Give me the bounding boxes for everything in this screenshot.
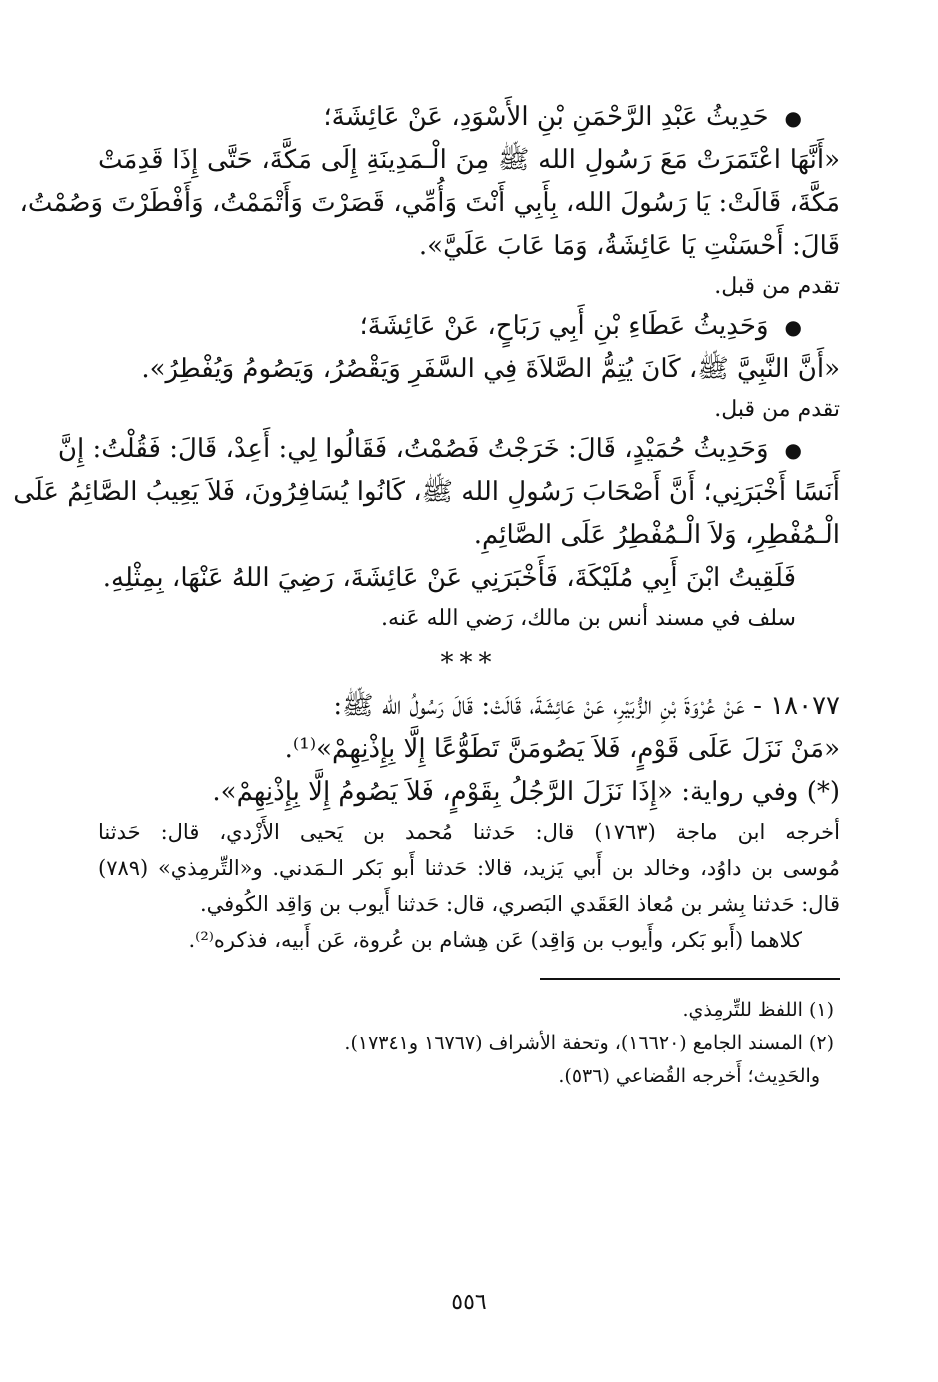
hadith-text-line: «أَنَّ النَّبِيَّ ﷺ، كَانَ يُتِمُّ الصَّلاَةَ فِي السَّفَرِ وَيَقْصُرُ، وَيَصُومُ وَيُفْطِرُ». bbox=[141, 354, 840, 384]
hadith-text-line: «مَنْ نَزَلَ عَلَى قَوْمٍ، فَلاَ يَصُومَنَّ تَطَوُّعًا إِلَّا بِإِذْنِهِمْ»⁽¹⁾. bbox=[284, 734, 840, 764]
heading-text: وَحَدِيثُ حُمَيْدٍ، قَالَ: خَرَجْتُ فَصُمْتُ، فَقَالُوا لِي: أَعِدْ، قَالَ: فَقُلْتُ: إِنَّ bbox=[57, 434, 769, 464]
entry-heading bbox=[98, 96, 840, 139]
page-number: ٥٥٦ bbox=[451, 1290, 487, 1315]
heading-text: حَدِيثُ عَبْدِ الرَّحْمَنِ بْنِ الأَسْوَدِ، عَنْ عَائِشَةَ؛ bbox=[323, 102, 769, 132]
variant-narration: (*) وفي رواية: «إِذَا نَزَلَ الرَّجُلُ بِقَوْمٍ، فَلاَ يَصُومُ إِلَّا بِإِذْنِهِمْ». bbox=[212, 777, 840, 807]
hadith-text-line: قَالَ: أَحْسَنْتِ يَا عَائِشَةُ، وَمَا عَابَ عَلَيَّ». bbox=[418, 231, 840, 261]
hadith-text-line: مَكَّةَ، قَالَتْ: يَا رَسُولَ الله، بِأَبِي أَنْتَ وَأُمِّي، قَصَرْتَ وَأَتْمَمْتُ، وَأَفْطَرْتَ وَصُمْتُ، bbox=[19, 188, 840, 218]
bullet-icon: ● bbox=[784, 105, 802, 130]
entry-heading bbox=[98, 305, 840, 348]
footnote: (١) اللفظ للتِّرمِذي. bbox=[682, 999, 834, 1021]
section-separator: *** bbox=[440, 648, 498, 678]
hadith-followup-line: فَلَقِيتُ ابْنَ أَبِي مُلَيْكَةَ، فَأَخْبَرَنِي عَنْ عَائِشَةَ، رَضِيَ اللهُ عَنْهَا، بِمِثْلِهِ. bbox=[102, 563, 796, 593]
cross-reference-note: تقدم من قبل. bbox=[714, 397, 840, 422]
bullet-icon: ● bbox=[784, 437, 802, 462]
page-body bbox=[13, 96, 840, 1093]
takhrij-line: قال: حَدثنا بِشر بن مُعاذ العَقَدي البَصري، قال: حَدثنا أَيوب بن وَاقِد الكُوفي. bbox=[199, 892, 840, 916]
takhrij-line: مُوسى بن داوُد، وخالد بن أَبي يَزيد، قالا: حَدثنا أَبو بَكر الـمَدني. و«التِّرمِذي» (٧٨٩) bbox=[98, 856, 840, 880]
takhrij-closing: كلاهما (أَبو بَكر، وأَيوب بن وَاقِد) عَن هِشام بن عُروة، عَن أَبيه، فذكره⁽²⁾. bbox=[188, 928, 802, 952]
cross-reference-note: سلف في مسند أنس بن مالك، رَضي الله عَنه. bbox=[381, 606, 796, 631]
heading-text: وَحَدِيثُ عَطَاءِ بْنِ أَبِي رَبَاحٍ، عَنْ عَائِشَةَ؛ bbox=[359, 311, 769, 341]
footnote-divider bbox=[540, 978, 840, 980]
hadith-text-line: الْـمُفْطِرِ، وَلاَ الْـمُفْطِرُ عَلَى الصَّائِمِ. bbox=[473, 520, 840, 550]
entry-heading bbox=[57, 428, 840, 471]
bullet-icon: ● bbox=[784, 314, 802, 339]
hadith-text-line: أَنَسًا أَخْبَرَنِي؛ أَنَّ أَصْحَابَ رَسُولِ الله ﷺ، كَانُوا يُسَافِرُونَ، فَلاَ يَعِيبُ الصَّائِمُ عَلَى bbox=[13, 477, 840, 507]
cross-reference-note: تقدم من قبل. bbox=[714, 274, 840, 299]
takhrij-line: أخرجه ابن ماجة (١٧٦٣) قال: حَدثنا مُحمد بن يَحيى الأَزْدي، قال: حَدثنا bbox=[98, 820, 840, 844]
footnote: (٢) المسند الجامع (١٦٦٢٠)، وتحفة الأشراف (١٦٧٦٧ و١٧٣٤١). bbox=[344, 1032, 834, 1054]
hadith-text-line: «أَنَّهَا اعْتَمَرَتْ مَعَ رَسُولِ الله ﷺ مِنَ الْـمَدِينَةِ إِلَى مَكَّةَ، حَتَّى إِذَا قَدِمَتْ bbox=[98, 145, 840, 175]
hadith-number-line: ١٨٠٧٧ - عَنْ عُرْوَةَ بْنِ الزُّبَيْرِ، عَنْ عَائِشَةَ، قَالَتْ: قَالَ رَسُولُ الله ﷺ: bbox=[333, 691, 840, 721]
footnote: والحَدِيث؛ أَخرجه القُضاعي (٥٣٦). bbox=[558, 1065, 820, 1087]
